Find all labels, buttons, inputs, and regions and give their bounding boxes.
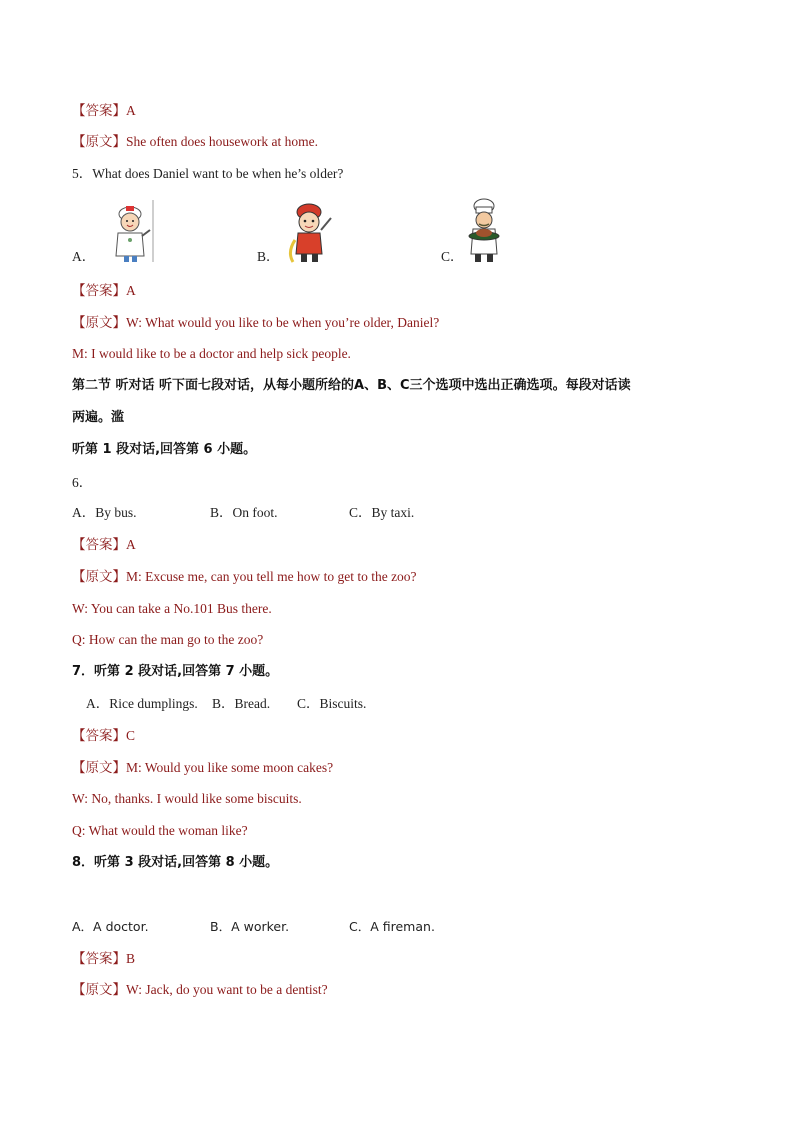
answer-label: 【答案】 [72,537,126,552]
transcript-label: 【原文】 [72,760,126,775]
q5-answer-line [72,282,136,300]
answer-label: 【答案】 [72,283,126,298]
q5-transcript-line [72,314,439,332]
q5-option-b-label: B． [257,249,280,264]
q4-transcript-line [72,133,318,151]
q5-option-c-label: C． [441,249,464,264]
q7-option-b: B．Bread. [212,696,271,711]
q8-heading: 8．听第 3 段对话,回答第 8 小题。 [72,855,279,870]
doctor-cartoon-icon [106,200,158,269]
q7-option-a: A．Rice dumplings. [86,696,198,711]
section2-instruction: 听第 1 段对话,回答第 6 小题。 [72,442,257,457]
q6-number: 6． [72,475,93,490]
q6-transcript-line [72,568,417,586]
transcript-label: 【原文】 [72,134,126,149]
q6-transcript-2: W: You can take a No.101 Bus there. [72,601,272,616]
q6-option-c: C．By taxi. [349,505,415,520]
q8-option-a: A．A doctor. [72,919,149,934]
q4-answer-line [72,102,136,120]
q6-answer-line [72,536,136,554]
section2-heading: 第二节 听对话 听下面七段对话，从每小题所给的A、B、C三个选项中选出正确选项。每段对话读 [72,378,631,393]
q7-transcript-2: W: No, thanks. I would like some biscuits. [72,791,302,806]
answer-label: 【答案】 [72,951,126,966]
q5-transcript: W: What would you like to be when you’re older, Daniel? [126,315,440,330]
chef-cartoon-icon [464,198,504,271]
q7-answer-line [72,727,135,745]
q5-question: 5．What does Daniel want to be when he’s older? [72,166,344,181]
q5-option-a-label: A． [72,249,96,264]
q6-transcript: M: Excuse me, can you tell me how to get to the zoo? [126,569,417,584]
q7-answer: C [126,728,136,743]
q5-answer: A [126,283,136,298]
q8-answer: B [126,951,136,966]
q5-transcript-2: M: I would like to be a doctor and help sick people. [72,346,351,361]
fireman-cartoon-icon [285,200,337,271]
transcript-label: 【原文】 [72,315,126,330]
transcript-label: 【原文】 [72,569,126,584]
q8-answer-line [72,950,135,968]
transcript-label: 【原文】 [72,982,126,997]
q6-transcript-3: Q: How can the man go to the zoo? [72,632,264,647]
answer-label: 【答案】 [72,103,126,118]
q6-answer: A [126,537,136,552]
q7-transcript-line [72,759,333,777]
q7-option-c: C．Biscuits. [297,696,367,711]
q8-transcript-line [72,981,328,999]
q7-transcript-3: Q: What would the woman like? [72,823,248,838]
q6-option-a: A．By bus. [72,505,137,520]
answer-label: 【答案】 [72,728,126,743]
q7-heading: 7．听第 2 段对话,回答第 7 小题。 [72,664,279,679]
q4-transcript: She often does housework at home. [126,134,318,149]
q8-transcript: W: Jack, do you want to be a dentist? [126,982,328,997]
q8-option-b: B．A worker. [210,919,290,934]
section2-heading-2: 两遍。滥 [72,410,125,425]
q8-option-c: C．A fireman. [349,919,435,934]
q4-answer: A [126,103,136,118]
q7-transcript: M: Would you like some moon cakes? [126,760,334,775]
q6-option-b: B．On foot. [210,505,278,520]
